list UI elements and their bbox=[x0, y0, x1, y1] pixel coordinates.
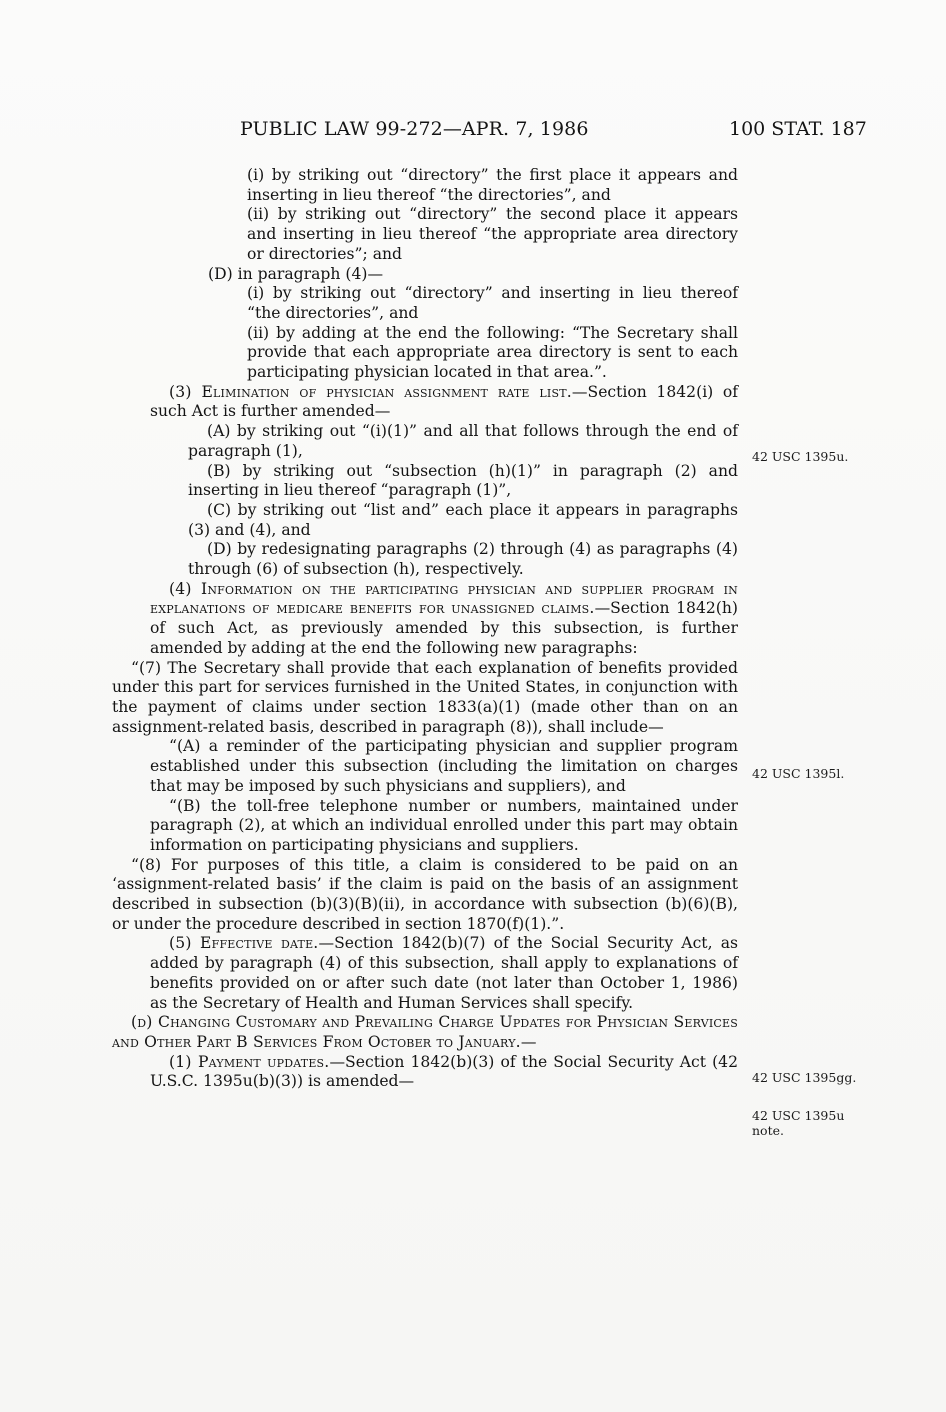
subsection-d-paragraph-1-text: —Section 1842(b)(3) of the Social Security Act (42 U.S.C. 1395u(b)(3)) is amended— bbox=[150, 1052, 739, 1091]
paragraph-3-b: (B) by striking out “subsection (h)(1)” in paragraph (2) and inserting in lieu thereof “paragraph (1)”, bbox=[188, 461, 738, 500]
clause-c-ii: (ii) by striking out “directory” the second place it appears and inserting in lieu thereof “the appropriate area directory or directories”; and bbox=[247, 205, 738, 263]
paragraph-3 bbox=[112, 383, 738, 422]
clause-d-ii: (ii) by adding at the end the following: “The Secretary shall provide that each appropriate area directory is sent to each participating physician located in that area.”. bbox=[247, 323, 738, 382]
subsection-d-dash: — bbox=[520, 1032, 537, 1051]
subsection-d-paragraph-1-heading: (1) Payment updates. bbox=[169, 1052, 330, 1071]
statute-page-number: 100 STAT. 187 bbox=[729, 118, 867, 140]
clause-d-i: (i) by striking out “directory” and inserting in lieu thereof “the directories”, and bbox=[247, 284, 738, 322]
paragraph-5-text: —Section 1842(b)(7) of the Social Security Act, as added by paragraph (4) of this subsection, shall apply to explanations of benefits provided on or after such date (not later than October 1, 1986) as the Secretary of Health and Human Services shall specify. bbox=[150, 934, 738, 1012]
margin-citation-1395u-note: 42 USC 1395u note. bbox=[752, 1108, 845, 1138]
paragraph-3-c: (C) by striking out “list and” each place it appears in paragraphs (3) and (4), and bbox=[188, 500, 738, 539]
quoted-paragraph-8: “(8) For purposes of this title, a claim is considered to be paid on an ‘assignment-related basis’ if the claim is paid on the basis of an assignment described in subsection (b)(3)(B)(ii), in accordance with subsection (b)(6)(B), or under the procedure described in section 1870(f)(1).”. bbox=[112, 855, 738, 933]
margin-citation-1395u: 42 USC 1395u. bbox=[752, 449, 849, 464]
paragraph-5 bbox=[112, 934, 738, 1013]
paragraph-3-heading: (3) Elimination of physician assignment rate list. bbox=[169, 382, 572, 401]
margin-citation-1395gg: 42 USC 1395gg. bbox=[752, 1070, 857, 1085]
clause-c-i: (i) by striking out “directory” the first place it appears and inserting in lieu thereof “the directories”, and bbox=[247, 166, 738, 204]
paragraph-3-a: (A) by striking out “(i)(1)” and all that follows through the end of paragraph (1), bbox=[188, 422, 738, 460]
page-header bbox=[0, 118, 946, 144]
subsection-d-heading: (d) Changing Customary and Prevailing Charge Updates for Physician Services and Other Part B Services From October to January. bbox=[112, 1013, 738, 1051]
page-title: PUBLIC LAW 99-272—APR. 7, 1986 bbox=[240, 118, 589, 140]
paragraph-4-heading: (4) Information on the participating physician and supplier program in explanations of medicare benefits for unassigned claims. bbox=[150, 579, 738, 618]
subsection-d bbox=[112, 1013, 738, 1052]
paragraph-3-text: —Section 1842(i) of such Act is further amended— bbox=[150, 382, 739, 421]
statute-body bbox=[112, 166, 738, 1092]
quoted-paragraph-7: “(7) The Secretary shall provide that each explanation of benefits provided under this part for services furnished in the United States, in conjunction with the payment of claims under section 1833(a)(1) (made other than on an assignment-related basis, described in paragraph (8)), shall include— bbox=[112, 658, 738, 736]
paragraph-3-d: (D) by redesignating paragraphs (2) through (4) as paragraphs (4) through (6) of subsection (h), respectively. bbox=[188, 540, 738, 579]
paragraph-4-text: —Section 1842(h) of such Act, as previously amended by this subsection, is further amended by adding at the end the following new paragraphs: bbox=[150, 599, 738, 657]
paragraph-4 bbox=[112, 580, 738, 659]
paragraph-5-heading: (5) Effective date. bbox=[169, 934, 319, 953]
quoted-paragraph-7-b: “(B) the toll-free telephone number or numbers, maintained under paragraph (2), at which an individual enrolled under this part may obtain information on participating physicians and suppliers. bbox=[150, 796, 738, 854]
subparagraph-d: (D) in paragraph (4)— bbox=[208, 264, 384, 283]
margin-citation-1395l: 42 USC 1395l. bbox=[752, 766, 845, 781]
quoted-paragraph-7-a: “(A) a reminder of the participating physician and supplier program established under this subsection (including the limitation on charges that may be imposed by such physicians and suppliers), and bbox=[150, 737, 738, 795]
subsection-d-paragraph-1 bbox=[112, 1053, 738, 1092]
